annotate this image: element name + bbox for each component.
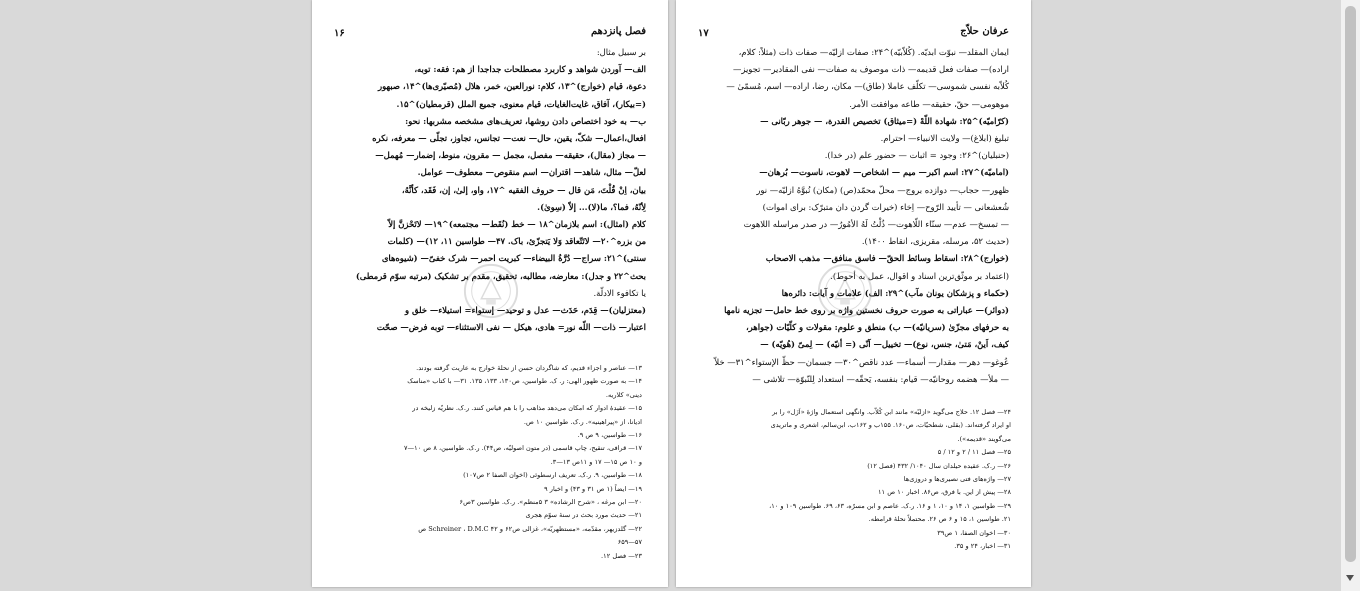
footnote-line: ۲۶— ر.ک. عقیده حیلدان سال ۱۰۴۰/ ۴۳۲ (فصل ۱۲) [867,461,1011,470]
text-line: لِأنّهُ، فما؟، ما(لا)... إلاّ (سِوىٰ). [537,201,646,212]
text-line: شُعشعانی — تأیید الرّوح— اِخاء (خیرات گردن دان متبرّک: برای اموات) [762,201,1009,212]
text-line: یا تکافوء الادلّة. [593,287,646,298]
text-line: (حدیث ۵۲، مرسله، مقریزی، انقاط ۱۴۰۰). [861,236,1009,247]
page-number: ۱۶ [334,28,345,39]
page-header [334,26,646,42]
footnote-line: ۲۰— ابن مرغه ، «شرح الرشاده» ۳ ۵منظم». ر.ک. طواسین ۳ص۶ [459,498,642,507]
text-line: به حرفهای مجزّیٰ (سریانیّه)— ب) منطق و علوم: مقولات و کلّیّات (جواهر، [745,322,1009,333]
footnote-line: ۲۲— گلدزیهر، مقدّمه، «مستظهریّه»، غزالی ص۶۲ و Schreiner ، D.M.C ۴۲ ص [418,524,642,533]
footnote-line: ۲۳— فصل ۱۲. [601,551,642,560]
document-page-17 [676,0,1031,587]
footnote-line: ۱۹— ایضاً (۱ ص ۳۱ و ۴۳) و اخبار ۹ [544,484,642,493]
footnote-line: ۲۴— فصل ۱۲. حلاج می‌گوید «ازلیّه» مانند ابن کُلاّب. وانگهی استعمال واژهٔ «اَزَل» را بر [772,408,1011,416]
text-line: اعتبار— ذات— اللّه نور= هادی، هیکل — نفی الاستثناء— توبه فرض— صحّت [376,322,646,333]
text-line: موهومی— حقّ، حقیقه— طاعه موافقت الأمر. [849,98,1009,109]
footnote-line: و ۱۰ ص ۱۵— ۱۷ و ۱۱ص ۱۳—۳. [550,457,642,466]
document-page-16 [312,0,668,587]
text-line: — ملأ— هضمه روحانیّه— قیام: بنفسه، یَحقّه— استعداد لِلنّبوّة— تلاشی — [752,373,1009,384]
chapter-title: فصل پانزدهم [590,26,646,37]
footnote-line: ۲۵— فصل ۱۱ / ۲ و ۱۲ / ۵ [937,448,1011,457]
library-seal-watermark [816,262,874,320]
footnote-line: ۲۱— حدیث مورد بحث در سنهٔ سوّم هجری [525,511,642,520]
text-line: تبلیغ (ابلاغ)— ولایت الانبیاء— احترام. [880,133,1009,144]
footnote-line: ۱۶— طواسین، ۹ ص ۹. [577,431,642,440]
footnote-line: دینی» کلاریه. [605,390,642,399]
footnote-line: ۱۷— قرافی، تنقیح، چاپ قاسمی (در متون اصولیّه، ص۴۴). ر.ک. طواسین، ۸ ص ۱۰—۷ [403,444,642,453]
text-line: (امامیّه)^۲۷: اسم اکبر— میم — اشخاص— لاهوت، ناسوت— بُرهان— [759,167,1009,178]
footnote-line: ادیانا، از «پیراهینیه». ر.ک. طواسین ۱۰ ص. [523,417,642,426]
text-line: (حکماء و پزشکان یونان مآب)^۲۹: الف) علامات و آیات: دائره‌ها [781,287,1009,298]
text-line: افعال،اعمال— شکّ، یقین، حال— نعت— تجانس، تجاوز، تجلّی — معرفه، نکره [372,133,646,144]
footnote-line: ۱۵— عقیدهٔ ادوار که امکان می‌دهد مذاهب را با هم قیاس کنند. ر.ک. نظریّه زلیخه در [412,404,642,413]
footnotes [698,406,1011,553]
vertical-scrollbar[interactable] [1341,0,1360,591]
text-line: کلام (امثال): اسم بلازمان^۱۸ — خط (نُقَط— مجتمعه)^۱۹— لاتَحْزنَّ إلاّ [388,219,646,230]
text-line: بیان، اِنْ قُلْتَ، مَن قال — حروف الفقیه ^۱۷، واو، إلیٰ، إن، فَقَد، کأنَّهُ، [401,184,646,195]
footnote-line: ۵۷—۶۵۹ [617,538,642,547]
text-line: (خوارج)^۲۸: اسقاط وسائط الحقّ— فاسق منافق— مذهب الاصحاب [765,253,1009,264]
text-line: اراده)— صفات فعل قدیمه— ذات موصوف به صفات— نفی المقادیر— تجویز— [732,64,1009,75]
text-line: (کرّامیّه)^۲۵: شهادة اللّهْ (=میثاق) تخصیص القدرة، — جوهر ربّانی — [760,115,1009,126]
page-body-text [698,44,1009,388]
footnote-line: ۲۱. طواسین ۱، ۱۵ و ۶ ص ۲۶. محتملاً نحلهٔ قرامطه. [868,515,1011,524]
footnote-line: او ایراد گرفته‌اند. (بقلی، شطحیّات، ص۱۶۰. ۱۵۵ب و ۱۶۲ب، ابن‌سالم، اشعری و ماتریدی [770,421,1011,430]
text-line: (حنبلیان)^۲۶: وجود = اثبات — حضور علم (در خدا). [824,150,1009,161]
text-line: بحث^۲۲ و جدل): معارضه، مطالبه، تحقیق، مقدم بر تشکیک (مرتبه سوّم قرمطی) [355,270,646,281]
text-line: ب— به خود اختصاص دادن روشها، تعریف‌های مشخصه مشربها: نحو: [405,115,646,126]
text-line: عُوغو— دهر— مقدار— أسماء— عدد ناقص^۳۰— جسمان— حظّ الإستواء^۳۱— خلاّ [714,356,1009,367]
footnote-line: ۳۱— اخبار، ۲۴ و ۳۵. [954,542,1011,551]
text-line: — تمسخ— عدم— سنّاء اللّاهوت— ذُلْتُ لَهُ الأمُورُ— در صدر مراسله اللاهوت [743,219,1009,230]
footnote-line: ۲۸— پیش از این. با فرق، ص۸۶. اخبار ۱۰ ص ۱۱ [878,488,1011,497]
text-line: دعوة، قیام (خوارج)^۱۳، کلام: نورالعین، خمر، هلال (مُصیّری‌ها)^۱۴، صبهور [378,81,646,92]
footnote-line: ۱۳— عناصر و اجزاء قدیم، که شاگردان حسن از نحلهٔ خوارج به عاریت گرفته بودند. [416,364,642,372]
text-line: (معتزلیان)— قِدَم، حَدَث— عدل و توحید— إستواء= استیلاء— خلق و [405,305,646,316]
chapter-title: عرفان حلاّج [960,26,1009,37]
footnote-line: ۱۴— به صورت ظهور الهی: ر. ک. طواسین، ص۱۳۰، ۱۳۳، ۱۳۵. ۳۱— با کتاب «مناسک [407,377,642,386]
text-line: لعلّ— مثال، شاهد— اقتران— اسم منقوص— معطوف— عوامل. [417,167,646,178]
chevron-down-icon[interactable] [1346,575,1354,581]
footnote-line: ۲۹— طواسین ۱، ۱۴ و ۱۰، ۱ و ۱۶. ر.ک. عاصم و ابن مسرّه، ۶۳، ۶۹. طواسین ۱۰۹ و ۱۰، [769,501,1011,510]
scrollbar-thumb[interactable] [1345,6,1356,562]
footnote-line: می‌گویند «قدیمه»). [957,434,1011,443]
text-line: — مجاز (مقال)، حقیقه— مفصل، مجمل — مقرون، منوط، إضمار— مُهمل— [375,150,646,161]
library-seal-watermark [462,262,520,320]
text-line: سنتی)^۲۱: سراج— دُرَّةُ البیضاء— کبریت احمر— شرک خفیّ— (شیوه‌های [381,253,646,264]
text-line: (اعتماد بر موثّق‌ترین اسناد و اقوال، عمل به أحوط). [830,270,1009,281]
text-line: ظهور— حجاب— دوازده بروج— محلّ محمّد(ص) (مکان) نُبوَّهُ ازلیّه— نور [756,184,1009,195]
footnote-line: ۲۷— واژه‌های فتی نصیری‌ها و دروزی‌ها [903,475,1011,484]
footnote-line: ۱۸— طواسین، ۹. ر.ک. تعریف ارسطوئی (اخوان الصفا ۲ ص۱۰۷) [463,471,642,480]
page-header [698,26,1009,42]
text-line: ایمان المقلد— نبوّت ابدیّه. (کُلاّبیّه)^۲۴: صفات ازلیّه— صفات ذات (مثلاً: کلام، [738,47,1009,57]
text-line: من بزره^۲۰— لاتَتّعاقد وَلا یَتجزّئ، باک. ۴۷— طواسین ۱۱، ۱۲)— (کلمات [387,236,646,247]
text-line: بر سبیل مثال: [596,47,646,57]
text-line: (=بیکار)، آفاق، غایت‌الغایات، قیام معنوی، جمیع الملل (قرمطیان)^۱۵. [396,98,646,109]
text-line: (دوائر)— عباراتی به صورت حروف نخستین واژه بر روی خط حامل— تجزیه نامها [724,305,1009,316]
page-number: ۱۷ [698,28,709,39]
text-line: الف— آوردن شواهد و کاربرد مصطلحات جداجدا از هم: فقه: توبه، [414,64,646,75]
footnotes [334,362,642,563]
text-line: کُلاّبه نفسی شموسی— تکلّف عاملا (طاق)— مکان، رضا، اراده— اسم، مُسمّیٰ — [726,81,1009,92]
footnote-line: ۳۰— اخوان الصفا، ۱ ص۳۹ [937,528,1011,537]
text-line: کیف، اَینْ، مَتیٰ، جنس، نوع)— تخییل— آنّی (= أنیّه) — لِمیّ (هُویّه) — [760,339,1009,350]
